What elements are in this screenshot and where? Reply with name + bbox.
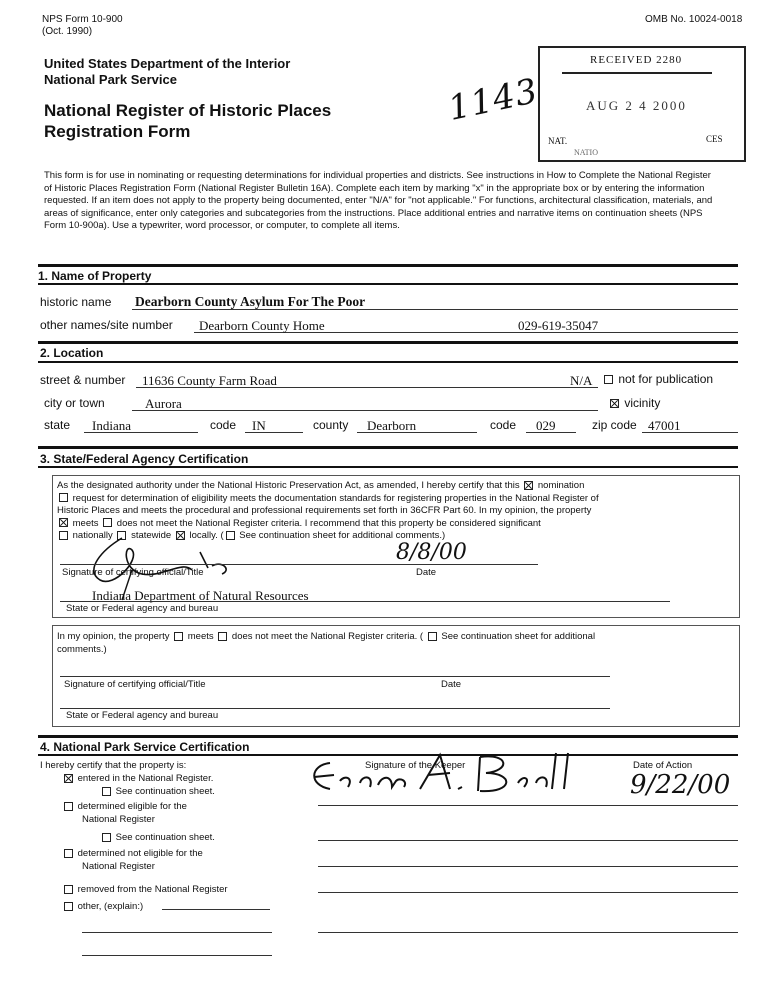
- cert-line1b: nomination: [537, 480, 585, 491]
- other-names-field[interactable]: Dearborn County Home: [199, 318, 325, 333]
- section3-heading: 3. State/Federal Agency Certification: [40, 452, 249, 466]
- vicinity-checkbox[interactable]: [610, 399, 619, 408]
- county-field[interactable]: Dearborn: [367, 418, 417, 433]
- other-checkbox[interactable]: [64, 902, 73, 911]
- entered-checkbox[interactable]: [64, 774, 73, 783]
- zip-field[interactable]: 47001: [648, 418, 681, 433]
- form-date: (Oct. 1990): [42, 26, 93, 37]
- other-option[interactable]: [62, 901, 143, 914]
- agency-field[interactable]: Indiana Department of Natural Resources: [92, 588, 309, 603]
- request-checkbox[interactable]: [59, 493, 68, 502]
- see-continuation-2[interactable]: [100, 832, 215, 845]
- other-names-label: other names/site number: [40, 318, 173, 332]
- handwritten-number: 1143: [444, 71, 542, 129]
- eligible-checkbox[interactable]: [64, 802, 73, 811]
- meets-checkbox[interactable]: [59, 518, 68, 527]
- keeper-line-2: [318, 840, 738, 841]
- historic-name-field[interactable]: Dearborn County Asylum For The Poor: [135, 294, 366, 309]
- eligible-option[interactable]: [62, 801, 187, 814]
- cert-line2: request for determination of eligibility meets the documentation standards for registering properties in the National Register of: [72, 492, 599, 504]
- noteligible-b: National Register: [82, 861, 155, 872]
- see-continuation-1[interactable]: [100, 786, 215, 799]
- stamp-received: RECEIVED 2280: [590, 54, 683, 66]
- other-line-2: [82, 932, 272, 933]
- cert-line5d: See continuation sheet for additional comments.): [239, 530, 446, 541]
- na-value: N/A: [570, 373, 593, 388]
- omb-number: OMB No. 10024-0018: [645, 14, 743, 25]
- removed-option[interactable]: [62, 884, 228, 897]
- section1-rule-bottom: [38, 283, 738, 285]
- not-for-publication-checkbox[interactable]: [604, 375, 613, 384]
- agency2-line: [60, 708, 610, 709]
- opinion-not-meets-checkbox[interactable]: [218, 632, 227, 641]
- keeper-line-4: [318, 892, 738, 893]
- state-code-label: code: [210, 418, 237, 432]
- cert-line4a: meets: [72, 517, 99, 529]
- section2-heading: 2. Location: [40, 346, 104, 360]
- eligible-b: National Register: [82, 814, 155, 825]
- city-line: [132, 410, 598, 411]
- opinion-d: See continuation sheet for additional: [441, 631, 596, 642]
- see2-label: See continuation sheet.: [115, 832, 215, 843]
- street-field[interactable]: 11636 County Farm Road: [142, 373, 277, 388]
- section3-rule: [38, 446, 738, 449]
- city-label: city or town: [44, 396, 105, 410]
- entered-label: entered in the National Register.: [77, 773, 214, 784]
- city-field[interactable]: Aurora: [145, 396, 182, 411]
- historic-name-label: historic name: [40, 295, 112, 309]
- keeper-line-3: [318, 866, 738, 867]
- other-line-3: [82, 955, 272, 956]
- action-date-handwritten: 9/22/00: [630, 770, 731, 800]
- keeper-signature: [300, 745, 600, 810]
- cert-line5a: nationally: [72, 530, 113, 541]
- vicinity[interactable]: [608, 396, 660, 410]
- site-number-field[interactable]: 029-619-35047: [518, 318, 599, 333]
- keeper-label: Signature of the Keeper: [365, 760, 466, 771]
- county-code-field[interactable]: 029: [536, 418, 556, 433]
- state-code-field[interactable]: IN: [252, 418, 266, 433]
- signature-line-1: [60, 564, 538, 565]
- county-code-label: code: [490, 418, 517, 432]
- signature-line-2: [60, 676, 610, 677]
- not-for-publication-label: not for publication: [618, 372, 714, 386]
- department-name: United States Department of the Interior: [44, 56, 291, 71]
- other-line-1: [162, 909, 270, 910]
- cert-line5c: locally. (: [189, 530, 224, 541]
- vicinity-label: vicinity: [624, 396, 661, 410]
- opinion-meets-checkbox[interactable]: [174, 632, 183, 641]
- date2-label: Date: [441, 679, 462, 690]
- cert-line1a: As the designated authority under the National Historic Preservation Act, as amended, I hereby certify that this: [57, 480, 520, 491]
- state-field[interactable]: Indiana: [92, 418, 131, 433]
- nps-intro: I hereby certify that the property is:: [40, 760, 187, 771]
- not-eligible-option[interactable]: [62, 848, 203, 861]
- opinion-c: does not meet the National Register criteria. (: [231, 631, 424, 642]
- action-date-label: Date of Action: [633, 760, 693, 771]
- section2-rule: [38, 341, 738, 344]
- section2-rule-bottom: [38, 361, 738, 363]
- removed-checkbox[interactable]: [64, 885, 73, 894]
- opinion-continuation-checkbox[interactable]: [428, 632, 437, 641]
- cert-line4b: does not meet the National Register criteria. I recommend that this property be considered significant: [116, 517, 541, 529]
- form-number: NPS Form 10-900: [42, 14, 123, 25]
- see-continuation-1-checkbox[interactable]: [102, 787, 111, 796]
- agency-line: [60, 601, 670, 602]
- stamp-line4: NATIO: [574, 148, 598, 157]
- entered-option[interactable]: [62, 773, 213, 786]
- certifying-date-handwritten: 8/8/00: [396, 540, 467, 565]
- see1-label: See continuation sheet.: [115, 786, 215, 797]
- instructions-text: This form is for use in nominating or requesting determinations for individual properties and districts. See instructions in How to Complete the National Register of Historic Places Registration Form (National Register Bulletin 16A). Complete each item by marking "x" in the appropriate box or by entering the information requested. If an item does not apply to the property being documented, enter "N/A" for "not applicable." For functions, architectural classification, materials, and areas of significance, enter only categories and subcategories from the instructions. Place additional entries and narrative items on continuation sheets (NPS Form 10-900a). Use a typewriter, word processor, or computer, to complete all items.: [44, 170, 713, 231]
- form-title-line1: National Register of Historic Places: [44, 101, 332, 120]
- opinion-text: [57, 631, 733, 656]
- see-continuation-2-checkbox[interactable]: [102, 833, 111, 842]
- agency2-label: State or Federal agency and bureau: [66, 710, 219, 721]
- cert-line3: Historic Places and meets the procedural and professional requirements set forth in 36CFR Part 60. In my opinion, the property: [57, 505, 592, 516]
- agency-name: National Park Service: [44, 72, 177, 87]
- section4-rule: [38, 735, 738, 738]
- stamp-line3b: CES: [706, 134, 723, 144]
- stamp-date: AUG 2 4 2000: [586, 98, 687, 113]
- other-label: other, (explain:): [77, 901, 144, 912]
- stamp-divider: [562, 72, 712, 74]
- opinion-e: comments.): [57, 643, 107, 655]
- sig1-label: Signature of certifying official/Title: [62, 567, 204, 578]
- zip-label: zip code: [592, 418, 637, 432]
- state-label: state: [44, 418, 71, 432]
- nomination-checkbox[interactable]: [524, 481, 533, 490]
- not-eligible-checkbox[interactable]: [64, 849, 73, 858]
- keeper-line-5: [318, 932, 738, 933]
- noteligible-a: determined not eligible for the: [77, 848, 203, 859]
- sig2-label: Signature of certifying official/Title: [64, 679, 206, 690]
- section4-heading: 4. National Park Service Certification: [40, 740, 250, 754]
- section1-heading: 1. Name of Property: [38, 269, 152, 283]
- keeper-line-1: [318, 805, 738, 806]
- removed-label: removed from the National Register: [77, 884, 228, 895]
- section1-rule: [38, 264, 738, 267]
- cert-line5b: statewide: [131, 530, 172, 541]
- form-title-line2: Registration Form: [44, 122, 191, 141]
- date1-label: Date: [416, 567, 437, 578]
- county-label: county: [313, 418, 349, 432]
- agency-label: State or Federal agency and bureau: [66, 603, 219, 614]
- street-label: street & number: [40, 373, 126, 387]
- eligible-a: determined eligible for the: [77, 801, 187, 812]
- opinion-a: In my opinion, the property: [57, 631, 170, 642]
- opinion-b: meets: [187, 631, 214, 642]
- received-stamp: [538, 46, 746, 162]
- stamp-line3: NAT.: [548, 136, 568, 146]
- does-not-meet-checkbox[interactable]: [103, 518, 112, 527]
- not-for-publication[interactable]: [602, 372, 713, 386]
- section3-rule-bottom: [38, 466, 738, 468]
